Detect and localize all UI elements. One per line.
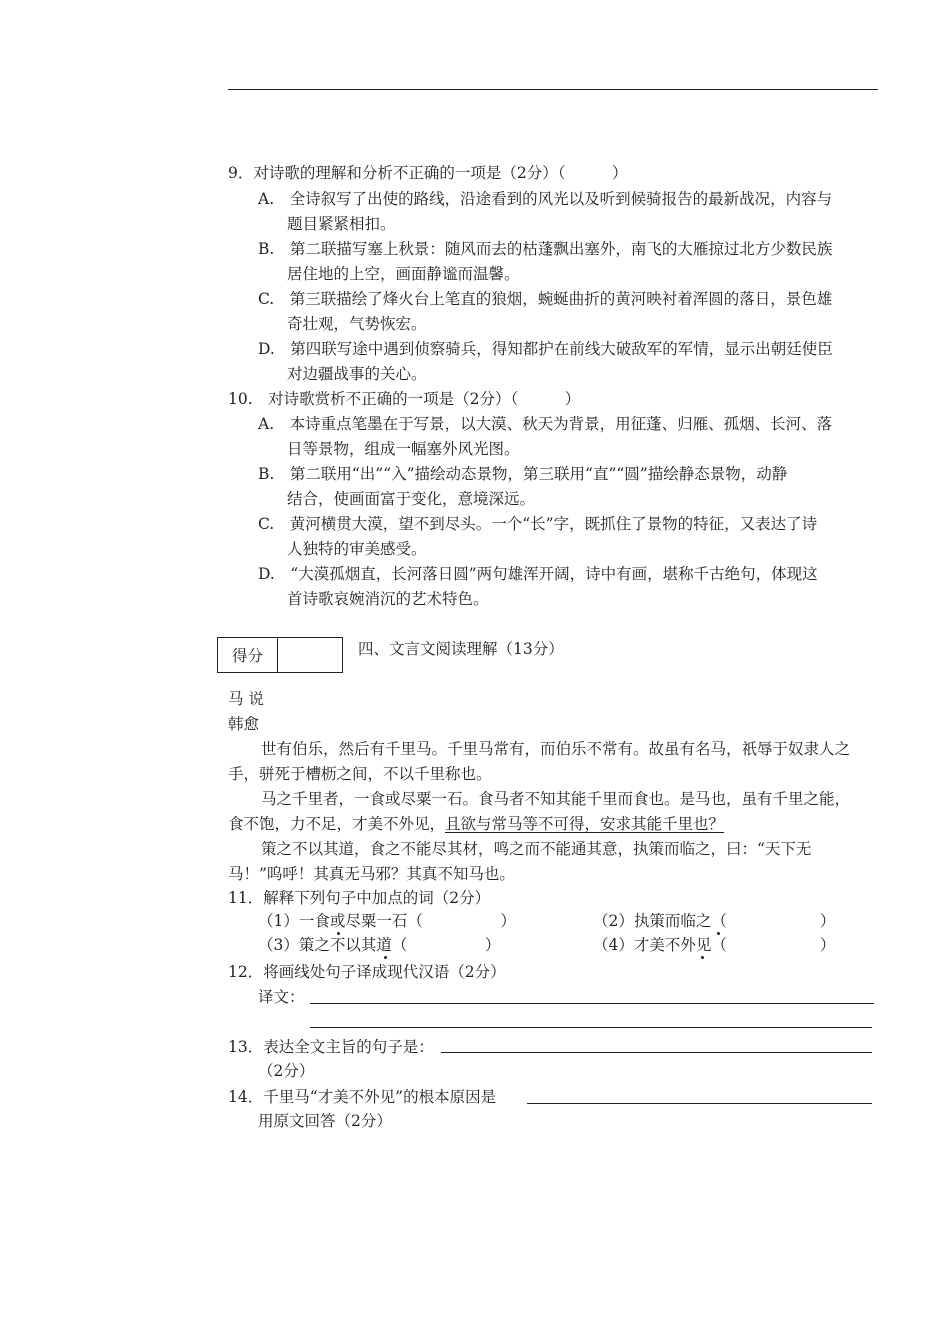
passage-p2-line1: 马之千里者，一食或尽粟一石。食马者不知其能千里而食也。是马也，虽有千里之能，	[261, 790, 851, 808]
q9-option-d: D. 第四联写途中遇到侦察骑兵，得知都护在前线大破敌军的军情，显示出朝廷使臣	[258, 340, 833, 358]
emphasis-dot	[337, 932, 340, 935]
q14-stem: 14．千里马“才美不外见”的根本原因是	[228, 1088, 497, 1106]
q10-option-b-cont: 结合，使画面富于变化，意境深远。	[287, 490, 536, 508]
q10-option-a-cont: 日等景物，组成一幅塞外风光图。	[287, 440, 520, 458]
score-box	[217, 637, 343, 673]
q10-option-b: B. 第二联用“出”“入”描绘动态景物，第三联用“直”“圆”描绘静态景物，动静	[258, 465, 788, 483]
passage-p2-line2	[228, 814, 724, 834]
q12-label: 译文：	[258, 988, 305, 1006]
q12-answer-line-2[interactable]	[310, 1027, 872, 1028]
q11-stem: 11．解释下列句子中加点的词（2分）	[228, 889, 491, 907]
q9-option-c-cont: 奇壮观，气势恢宏。	[287, 315, 427, 333]
header-rule	[228, 89, 878, 90]
q14-note: 用原文回答（2分）	[258, 1112, 392, 1130]
q10-option-d-cont: 首诗歌哀婉消沉的艺术特色。	[287, 590, 489, 608]
q9-option-a: A. 全诗叙写了出使的路线，沿途看到的风光以及听到候骑报告的最新战况，内容与	[258, 190, 833, 208]
q11-item-4: （4）才美不外见（ ）	[593, 936, 836, 954]
section-title: 四、文言文阅读理解（13分）	[358, 640, 564, 658]
passage-p1-line2: 手，骈死于槽枥之间，不以千里称也。	[228, 765, 492, 783]
q10-option-c-cont: 人独特的审美感受。	[287, 540, 427, 558]
q11-item-2: （2）执策而临之（ ）	[593, 912, 836, 930]
passage-title: 马 说	[228, 690, 264, 708]
passage-p1-line1: 世有伯乐，然后有千里马。千里马常有，而伯乐不常有。故虽有名马，祇辱于奴隶人之	[261, 740, 851, 758]
emphasis-dot	[701, 956, 704, 959]
q11-item-1: （1）一食或尽粟一石（ ）	[258, 912, 516, 930]
q9-option-b-cont: 居住地的上空，画面静谧而温馨。	[287, 265, 520, 283]
q10-option-a: A. 本诗重点笔墨在于写景，以大漠、秋天为背景，用征蓬、归雁、孤烟、长河、落	[258, 415, 833, 433]
q11-item-3: （3）策之不以其道（ ）	[258, 936, 501, 954]
underlined-sentence: 且欲与常马等不可得，安求其能千里也？	[445, 815, 725, 833]
q10-option-d: D. “大漠孤烟直，长河落日圆”两句雄浑开阔，诗中有画，堪称千古绝句，体现这	[258, 565, 818, 583]
score-label: 得分	[218, 638, 278, 672]
score-field[interactable]	[278, 638, 342, 672]
q13-stem: 13．表达全文主旨的句子是：	[228, 1038, 434, 1056]
passage-p3-line1: 策之不以其道，食之不能尽其材，鸣之而不能通其意，执策而临之，曰：“天下无	[261, 840, 812, 858]
q9-option-c: C. 第三联描绘了烽火台上笔直的狼烟，蜿蜒曲折的黄河映衬着浑圆的落日，景色雄	[258, 290, 833, 308]
passage-p3-line2: 马！”呜呼！其真无马邪？其真不知马也。	[228, 865, 515, 883]
passage-author: 韩愈	[228, 715, 260, 733]
q13-points: （2分）	[258, 1062, 315, 1080]
q9-option-b: B. 第二联描写塞上秋景：随风而去的枯蓬飘出塞外，南飞的大雁掠过北方少数民族	[258, 240, 833, 258]
passage-p2-plain: 食不饱，力不足，才美不外见，	[228, 815, 446, 833]
q14-answer-line[interactable]	[527, 1103, 872, 1104]
q12-stem: 12．将画线处句子译成现代汉语（2分）	[228, 963, 506, 981]
q10-stem: 10. 对诗歌赏析不正确的一项是（2分）（ ）	[228, 390, 581, 408]
emphasis-dot	[384, 956, 387, 959]
q9-stem: 9．对诗歌的理解和分析不正确的一项是（2分）（ ）	[228, 164, 628, 182]
q12-answer-line-1[interactable]	[310, 1003, 874, 1004]
q9-option-d-cont: 对边疆战事的关心。	[287, 365, 427, 383]
q9-option-a-cont: 题目紧紧相扣。	[287, 215, 396, 233]
q13-answer-line[interactable]	[441, 1052, 872, 1053]
q10-option-c: C. 黄河横贯大漠，望不到尽头。一个“长”字，既抓住了景物的特征，又表达了诗	[258, 515, 818, 533]
emphasis-dot	[717, 932, 720, 935]
